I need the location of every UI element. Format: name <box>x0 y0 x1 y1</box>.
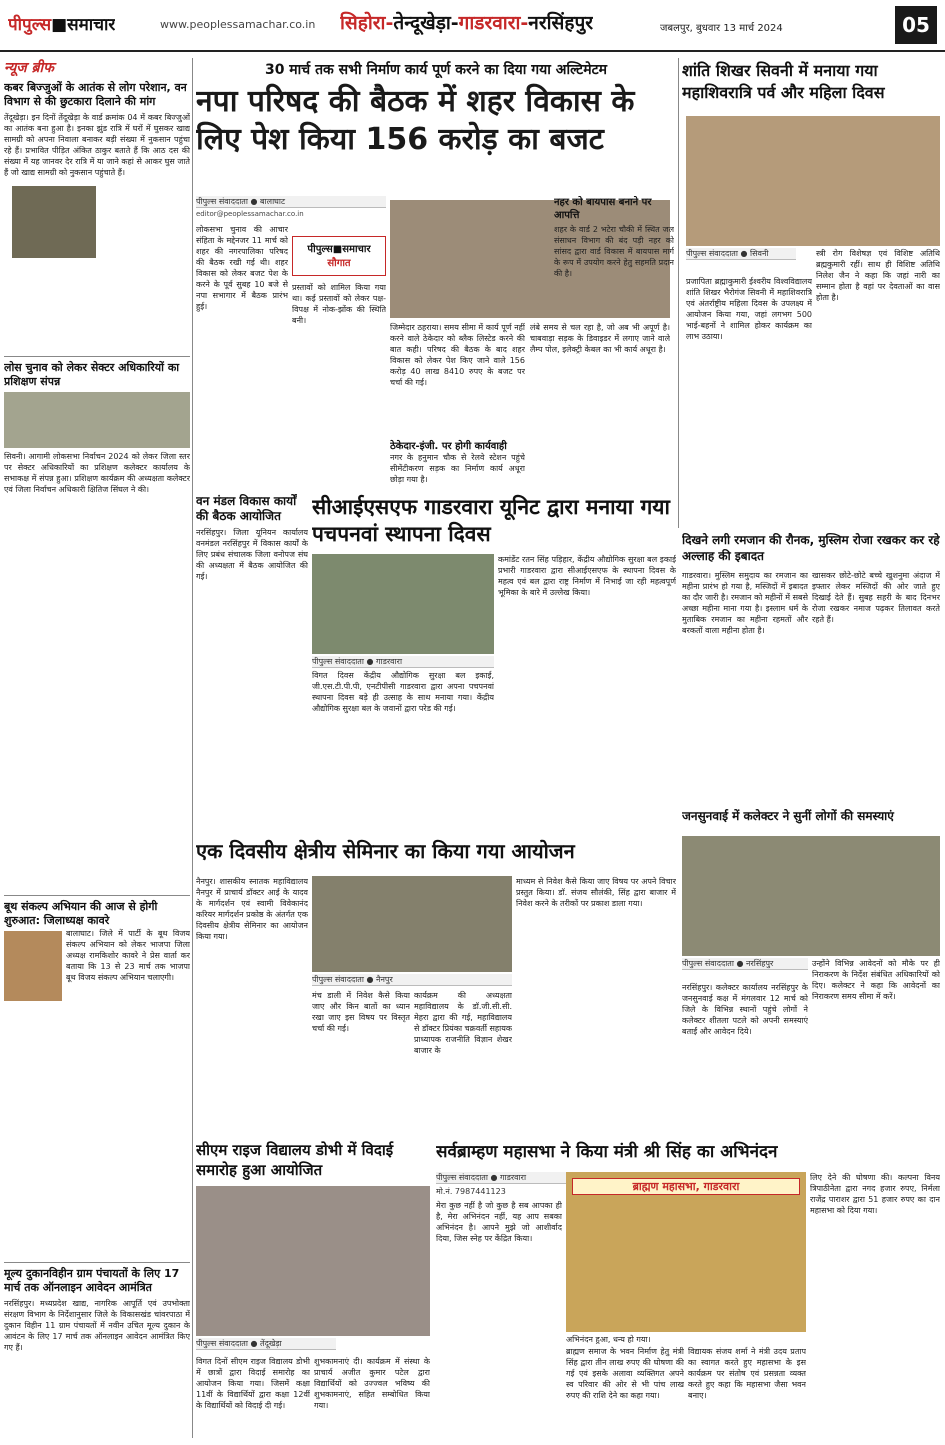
lead-body-2: जिम्मेदार ठहराया। समय सीमा में कार्य पूर्ण नहीं करने वाले ठेकेदार को ब्लैक लिस्टेड करने की बात कही। परिषद की बैठक के बाद शहर विकास को लेकर पेश किए जाने वाले 156 करोड़ 40 लाख 8410 रुपए के बजट पर चर्चा की गई। <box>390 323 525 387</box>
mahasabha-body-4: लिए देने की घोषणा की। कल्पना विनय त्रिपाठीनेता द्वारा नगद हजार रुपए, निर्मला राजेंद्र पाराशर द्वारा 51 हजार रुपए का दान महासभा को दिया गया। <box>810 1173 940 1215</box>
mahasabha-banner: ब्राह्मण महासभा, गाडरवारा <box>572 1178 800 1195</box>
brief-headline-2: लोस चुनाव को लेकर सेक्टर अधिकारियों का प्रशिक्षण संपन्न <box>4 361 180 388</box>
van-mandal-story <box>196 494 308 726</box>
mahasabha-story <box>436 1140 941 1440</box>
shanti-shikhar-story <box>682 60 940 526</box>
lead-body-4: नगर के हनुमान चौक से रेलवे स्टेशन पहुंचे सीमेंटीकरण सड़क का निर्माण कार्य अधूरा छोड़ा गया है। <box>390 453 525 484</box>
seminar-headline: एक दिवसीय क्षेत्रीय सेमिनार का किया गया आयोजन <box>196 839 575 863</box>
date-line: जबलपुर, बुधवार 13 मार्च 2024 <box>660 23 783 34</box>
mahasabha-body: मेरा कुछ नहीं है जो कुछ है सब आपका ही है, मेरा अभिनंदन नहीं, यह आप सबका अभिनंदन है। आपने मुझे जो आशीर्वाद दिया, जिस स्नेह पर केंद्रित किया। <box>436 1201 562 1243</box>
jansunwai-photo <box>682 836 940 956</box>
section-title: सिहोरा-तेन्दूखेड़ा-गाडरवारा-नरसिंहपुर <box>340 12 594 34</box>
page-number: 05 <box>895 6 937 44</box>
cisf-story <box>312 494 676 729</box>
sogat-box: पीपुल्स■समाचार सौगात <box>292 236 386 276</box>
seminar-byline: पीपुल्स संवाददाता ● नैनपुर <box>312 974 512 986</box>
shanti-headline: शांति शिखर सिवनी में मनाया गया महाशिवरात्रि पर्व और महिला दिवस <box>682 61 885 102</box>
roza-body: गाडरवारा। मुस्लिम समुदाय का रमजान का महीना प्रारंभ हो गया है, मस्जिदों में इबादत का दौर जारी है। रमजान को महीनों में सबसे अच्छा महीना माना गया है। इस्लाम धर्म के मुताबिक रमजान का महीना रहमतों और बरकतों वाला महीना होता है। <box>682 571 808 635</box>
lead-body-3: शहर के वार्ड 2 भटेरा चौकी में स्थित जल संसाधन विभाग की बंद पड़ी नहर को सांसद द्वारा वार्ड विकास में बायपास मार्ग के रूप में उपयोग करने हेतु सहमति प्रदान की है। <box>554 225 674 278</box>
cisf-byline: पीपुल्स संवाददाता ● गाडरवारा <box>312 656 494 668</box>
brief-body-3: बालाघाट। जिले में पार्टी के बूथ विजय संकल्प अभियान को लेकर भाजपा जिला अध्यक्ष रामकिशोर कावरे ने प्रेस वार्ता कर बताया कि 13 से 23 मार्च तक भाजपा बूथ विजय संकल्प अभियान चलाएगी। <box>66 929 190 982</box>
news-brief-column <box>4 58 190 1438</box>
cmrise-headline: सीएम राइज विद्यालय डोभी में विदाई समारोह हुआ आयोजित <box>196 1141 394 1179</box>
seminar-caption: मंच डाली में निवेश कैसे किया जाए और किन बातों का ध्यान रखा जाए इस विषय पर विस्तृत चर्चा की गई। <box>312 991 410 1033</box>
cisf-body-2: कमांडेंट रतन सिंह पड़िहार, केंद्रीय औद्योगिक सुरक्षा बल इकाई प्रभारी गाडरवारा द्वारा सीआईएसएफ के स्थापना दिवस के महत्व एवं बल द्वारा राष्ट्र निर्माण में निभाई जा रही महत्वपूर्ण भूमिका के बारे में उल्लेख किया। <box>498 555 676 597</box>
mahasabha-headline: सर्वब्राम्हण महासभा ने किया मंत्री श्री सिंह का अभिनंदन <box>436 1142 778 1162</box>
jansunwai-headline: जनसुनवाई में कलेक्टर ने सुनीं लोगों की समस्याएं <box>682 809 894 823</box>
training-photo <box>4 392 190 448</box>
seminar-photo <box>312 876 512 972</box>
van-headline: वन मंडल विकास कार्यों की बैठक आयोजित <box>196 494 297 523</box>
mahasabha-caption: अभिनंदन हुआ, धन्य हो गया। <box>566 1335 651 1344</box>
cmrise-photo <box>196 1186 430 1336</box>
brief-body-4: नरसिंहपुर। मध्यप्रदेश खाद्य, नागरिक आपूर्ति एवं उपभोक्ता संरक्षण विभाग के निर्देशानुसार जिले के विकासखंड चांवरपाठा में दुकान विहीन 11 ग्राम पंचायतों में नवीन उचित मूल्य दुकान के आवंटन के लिए 17 मार्च तक ऑनलाइन आवेदन आमंत्रित किए गए हैं। <box>4 1299 190 1352</box>
website-url[interactable]: www.peoplessamachar.co.in <box>160 18 316 31</box>
mahasabha-mobile: मो.नं. 7987441123 <box>436 1187 506 1196</box>
jansunwai-body: नरसिंहपुर। कलेक्टर कार्यालय नरसिंहपुर के जनसुनवाई कक्ष में मंगलवार 12 मार्च को जिले के विभिन्न स्थानों पहुंचे लोगों ने कलेक्टर शीतला पटले को अपनी समस्याएं बताईं और आवेदन दिये। <box>682 983 808 1036</box>
brief-headline-4: मूल्य दुकानविहीन ग्राम पंचायतों के लिए 17 मार्च तक ऑनलाइन आवेदन आमंत्रित <box>4 1267 180 1294</box>
shanti-photo <box>686 116 940 246</box>
brief-body-1: तेंदूखेड़ा। इन दिनों तेंदूखेड़ा के वार्ड क्रमांक 04 में कबर बिज्जुओं का आतंक बना हुआ है। इनका झुंड रात्रि में घरों में घुसकर खाद्य सामग्री को अपना निवाला बनाकर बड़ी संख्या में नुकसान पहुंचा रहे हैं। प्रभावित पीड़ित अंकित ठाकुर बताते हैं कि आठ दस की संख्या में यह जानवर देर रात्रि में या जाने कहां से आकर घुस जाते हैं जो खाद्य सामग्री को नुकसान पहुंचाते हैं। <box>4 113 190 177</box>
lead-sidebar <box>554 196 674 486</box>
roza-body-2: खासकर छोटे-छोटे बच्चे खुशनुमा अंदाज में इफ्तार लेकर मस्जिदों की ओर जाते हुए दिखाई देते हैं। सुबह सहरी के बाद दिनभर रोजा रखकर नमाज पढ़कर तिलावत करते रहते हैं। <box>812 571 940 624</box>
lead-body-2b: लंबे समय से चल रहा है, जो अब भी अपूर्ण है। चाबवाड़ा सड़क के डिवाइडर में लगाए जाने वाले लैम्प पोल, इलेक्ट्री केबल का भी कार्य अधूरा है। <box>530 323 670 354</box>
column-divider <box>192 58 193 1438</box>
lead-body-1: लोकसभा चुनाव की आचार संहिता के मद्देनजर 11 मार्च को शहर की नगरपालिका परिषद की बैठक रखी गई थी। शहर विकास को लेकर बजट पेश के करने के पूर्व सुबह 10 बजे से नपा सभागार में बैठक प्रारंभ हुई। <box>196 225 288 311</box>
seminar-body-2: कार्यक्रम की अध्यक्षता महाविद्यालय के डॉ.जी.सी.सी. मेहरा द्वारा की गई, महाविद्यालय से डॉक्टर प्रियंका चक्रवर्ती सहायक प्राध्यापक राजनीति विज्ञान शेखर बाजार के <box>414 991 512 1055</box>
cmrise-story <box>196 1140 430 1440</box>
jansunwai-body-2: उन्होंने विभिन्न आवेदनों को मौके पर ही निराकरण के निर्देश संबंधित अधिकारियों को दिए। कलेक्टर ने कहा कि आवेदनों का निराकरण समय सीमा में करें। <box>812 959 940 1001</box>
seminar-body-3: माध्यम से निवेश कैसे किया जाए विषय पर अपने विचार प्रस्तुत किया। डॉ. संजय सौलंकी, सिंह द्वारा बाजार में निवेश करने के तरीकों पर प्रकाश डाला गया। <box>516 877 676 908</box>
lead-kicker: 30 मार्च तक सभी निर्माण कार्य पूर्ण करने का दिया गया अल्टिमेटम <box>264 62 608 78</box>
cmrise-byline: पीपुल्स संवाददाता ● तेंदूखेड़ा <box>196 1338 336 1350</box>
lead-subhead-2: ठेकेदार-इंजी. पर होगी कार्यवाही <box>390 441 507 452</box>
jansunwai-story <box>682 808 940 1128</box>
mahasabha-photo <box>566 1172 806 1332</box>
column-divider <box>678 58 679 528</box>
news-brief-tag: न्यूज ब्रीफ <box>4 60 54 76</box>
jansunwai-byline: पीपुल्स संवाददाता ● नरसिंहपुर <box>682 958 808 970</box>
seminar-story <box>196 838 676 1138</box>
cmrise-body: विगत दिनों सीएम राइज विद्यालय डोभी में छात्रों द्वारा विदाई समारोह का आयोजन किया गया। जिसमें कक्षा 11वीं के विद्यार्थियों द्वारा कक्षा 12वीं के विद्यार्थियों को विदाई दी गई। <box>196 1357 310 1410</box>
lead-subhead: नहर को बायपास बनाने पर आपत्ति <box>554 197 652 221</box>
cmrise-body-2: शुभकामनाएं दी। कार्यक्रम में संस्था के प्राचार्य अजीत कुमार पटेल द्वारा विद्यार्थियों को उज्ज्वल भविष्य की शुभकामनाएं, सहित सम्बोधित किया गया। <box>314 1357 430 1410</box>
mahasabha-body-3: विद्यायक संजय शर्मा ने मंत्री उदय प्रताप का स्वागत करते हुए महासभा के इस कार्यक्रम पर संतोष एवं प्रसन्नता व्यक्त करते हुए कहा कि महासभा जैसा भवन बनाए। <box>688 1347 806 1400</box>
brief-body-2: सिवनी। आगामी लोकसभा निर्वाचन 2024 को लेकर जिला स्तर पर सेक्टर अधिकारियों का प्रशिक्षण कलेक्टर कार्यालय के सभाकक्ष में संपन्न हुआ। प्रशिक्षण कार्यक्रम की अध्यक्षता कलेक्टर एवं जिला निर्वाचन अधिकारी क्षितिज सिंघल ने की। <box>4 452 190 494</box>
cisf-headline: सीआईएसएफ गाडरवारा यूनिट द्वारा मनाया गया पचपनवां स्थापना दिवस <box>312 495 670 546</box>
publication-logo: पीपुल्स■समाचार <box>8 15 116 35</box>
brief-headline-3: बूथ संकल्प अभियान की आज से होगी शुरुआत: जिलाध्यक्ष कावरे <box>4 900 158 927</box>
brief-headline-1: कबर बिज्जुओं के आतंक से लोग परेशान, वन विभाग से की छुटकारा दिलाने की मांग <box>4 81 187 108</box>
lead-body-1b: प्रस्तावों को शामिल किया गया था। कई प्रस्तावों को लेकर पक्ष-विपक्ष में नोक-झोंक की स्थिति बनी। <box>292 283 386 325</box>
masthead <box>0 0 945 52</box>
roza-story <box>682 532 940 802</box>
civet-photo <box>12 186 96 258</box>
mahasabha-body-2: ब्राह्मण समाज के भवन निर्माण हेतु मंत्री सिंह द्वारा तीन लाख रुपए की घोषणा की गई एवं इसके अलावा व्यक्तिगत अपने स्व परिवार की ओर से भी पांच लाख रुपए की राशि देने का कहा गया। <box>566 1347 684 1400</box>
van-body: नरसिंहपुर। जिला यूनियन कार्यालय वनमंडल नरसिंहपुर में विकास कार्यों के लिए प्रबंध संचालक जिला वनोपज संघ की अध्यक्षता में बैठक आयोजित की गई। <box>196 528 308 581</box>
roza-headline: दिखने लगी रमजान की रौनक, मुस्लिम रोजा रखकर कर रहे अल्लाह की इबादत <box>682 533 940 563</box>
shanti-byline: पीपुल्स संवाददाता ● सिवनी <box>686 248 796 260</box>
lead-headline: नपा परिषद की बैठक में शहर विकास के लिए पेश किया 156 करोड़ का बजट <box>196 84 635 157</box>
mahasabha-byline: पीपुल्स संवाददाता ● गाडरवारा <box>436 1172 566 1184</box>
seminar-body: नैनपुर। शासकीय स्नातक महाविद्यालय नैनपुर में प्राचार्य डॉक्टर आई के यादव के मार्गदर्शन एवं स्वामी विवेकानंद करियर मार्गदर्शन प्रकोष्ठ के अंतर्गत एक दिवसीय क्षेत्रीय सेमिनार का आयोजन किया गया। <box>196 877 308 941</box>
shanti-body-2: स्त्री रोग विशेषज्ञ एवं विशिष्ट अतिथि ब्रह्मकुमारी रहीं। साथ ही विशिष्ट अतिथि निलेश जैन ने कहा कि जहां नारी का सम्मान होता है वहां पर देवताओं का वास होता है। <box>816 249 940 302</box>
lead-email[interactable]: editor@peoplessamachar.co.in <box>196 210 304 218</box>
lead-byline: पीपुल्स संवाददाता ● बालाघाट <box>196 196 386 208</box>
shanti-body: प्रजापिता ब्रह्माकुमारी ईश्वरीय विश्वविद्यालय शांति शिखर भैरोगंज सिवनी में महाशिवरात्रि एवं अंतर्राष्ट्रीय महिला दिवस के उपलक्ष्य में आयोजन किया गया, जहां लगभग 500 भाई-बहनों ने शामिल होकर कार्यक्रम का लाभ उठाया। <box>686 277 812 341</box>
cisf-body: विगत दिवस केंद्रीय औद्योगिक सुरक्षा बल इकाई, जी.एस.टी.पी.पी, एनटीपीसी गाडरवारा द्वारा अपना पचपनवां स्थापना दिवस बड़े ही उत्साह के साथ मनाया गया। केंद्रीय औद्योगिक सुरक्षा बल के जवानों द्वारा परेड की गई। <box>312 671 494 713</box>
cisf-parade-photo <box>312 554 494 654</box>
portrait-photo <box>4 931 62 1001</box>
